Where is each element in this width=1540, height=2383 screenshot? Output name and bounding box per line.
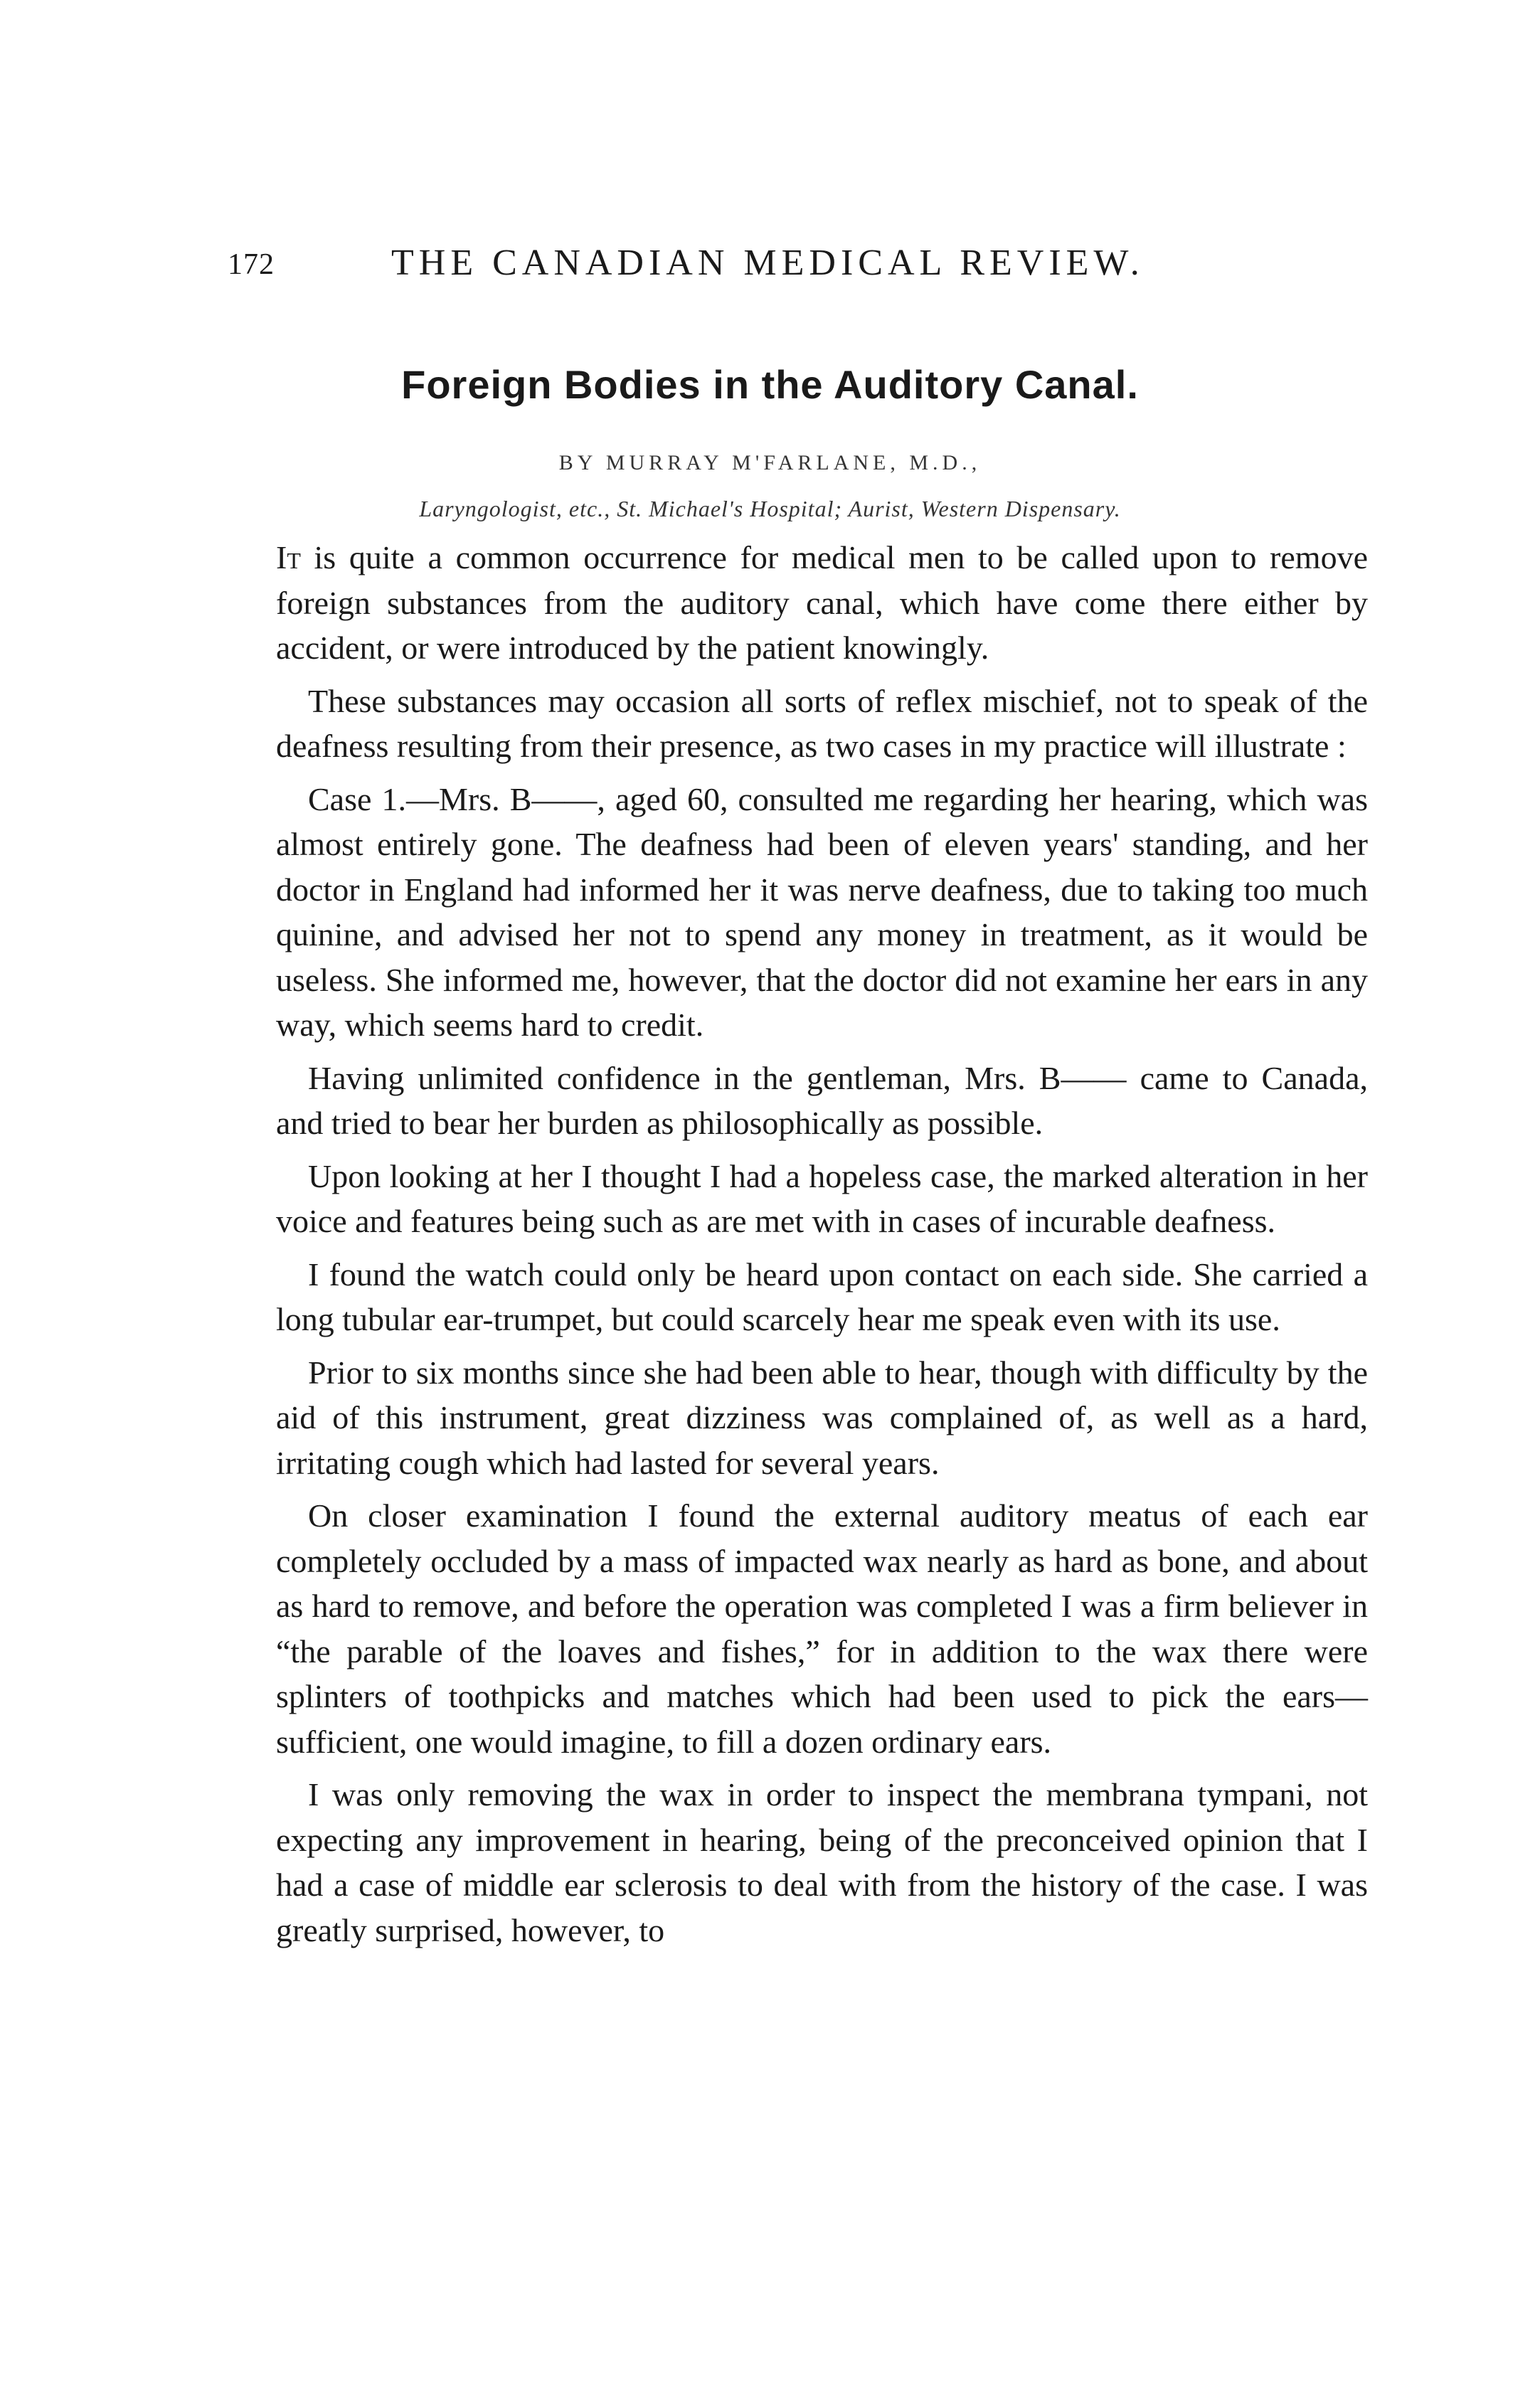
paragraph-1	[276, 535, 1368, 671]
author-affiliation: Laryngologist, etc., St. Michael's Hospital; Aurist, Western Dispensary.	[419, 496, 1121, 521]
paragraph-5: Upon looking at her I thought I had a hopeless case, the marked alteration in her voice and features being such as are met with in cases of incurable deafness.	[276, 1157, 1368, 1239]
paragraph-4: Having unlimited confidence in the gentleman, Mrs. B—— came to Canada, and tried to bear her burden as philosophically as possible.	[276, 1059, 1368, 1141]
paragraph-8: On closer examination I found the external auditory meatus of each ear completely occluded by a mass of impacted wax nearly as hard as bone, and about as hard to remove, and before the operation was completed I was a firm believer in “the parable of the loaves and fishes,” for in addition to the wax there were splinters of toothpicks and matches which had been used to pick the ears—sufficient, one would imagine, to fill a dozen ordinary ears.	[276, 1497, 1368, 1760]
paragraph-9: I was only removing the wax in order to inspect the membrana tympani, not expecting any improvement in hearing, being of the preconceived opinion that I had a case of middle ear sclerosis to deal with from the history of the case. I was greatly surprised, however, to	[276, 1776, 1368, 1948]
author-byline: BY MURRAY M'FARLANE, M.D.,	[558, 451, 982, 474]
paragraph-6: I found the watch could only be heard upon contact on each side. She carried a long tubular ear-trumpet, but could scarcely hear me speak even with its use.	[276, 1256, 1368, 1337]
paragraph-2: These substances may occasion all sorts of reflex mischief, not to speak of the deafness resulting from their presence, as two cases in my practice will illustrate :	[276, 682, 1368, 764]
running-head	[228, 242, 1366, 292]
paragraph-3-case-1: Case 1.—Mrs. B——, aged 60, consulted me regarding her hearing, which was almost entirely gone. The deafness had been of eleven years' standing, and her doctor in England had informed her it was nerve deafness, due to taking too much quinine, and advised her not to spend any money in treatment, as it would be useless. She informed me, however, that the doctor did not examine her ears in any way, which seems hard to credit.	[276, 780, 1368, 1043]
paragraph-1-text: is quite a common occurrence for medical men to be called upon to remove foreign substances from the auditory canal, which have come there either by accident, or were introduced by the patient knowingly.	[276, 539, 1368, 666]
opening-small-caps: It	[276, 539, 301, 575]
page-number: 172	[228, 248, 275, 281]
paragraph-7: Prior to six months since she had been able to hear, though with difficulty by the aid of this instrument, great dizziness was complained of, as well as a hard, irritating cough which had lasted for several years.	[276, 1354, 1368, 1481]
article-title: Foreign Bodies in the Auditory Canal.	[401, 362, 1139, 407]
journal-title: THE CANADIAN MEDICAL REVIEW.	[391, 243, 1145, 283]
article-body	[276, 535, 1368, 1960]
